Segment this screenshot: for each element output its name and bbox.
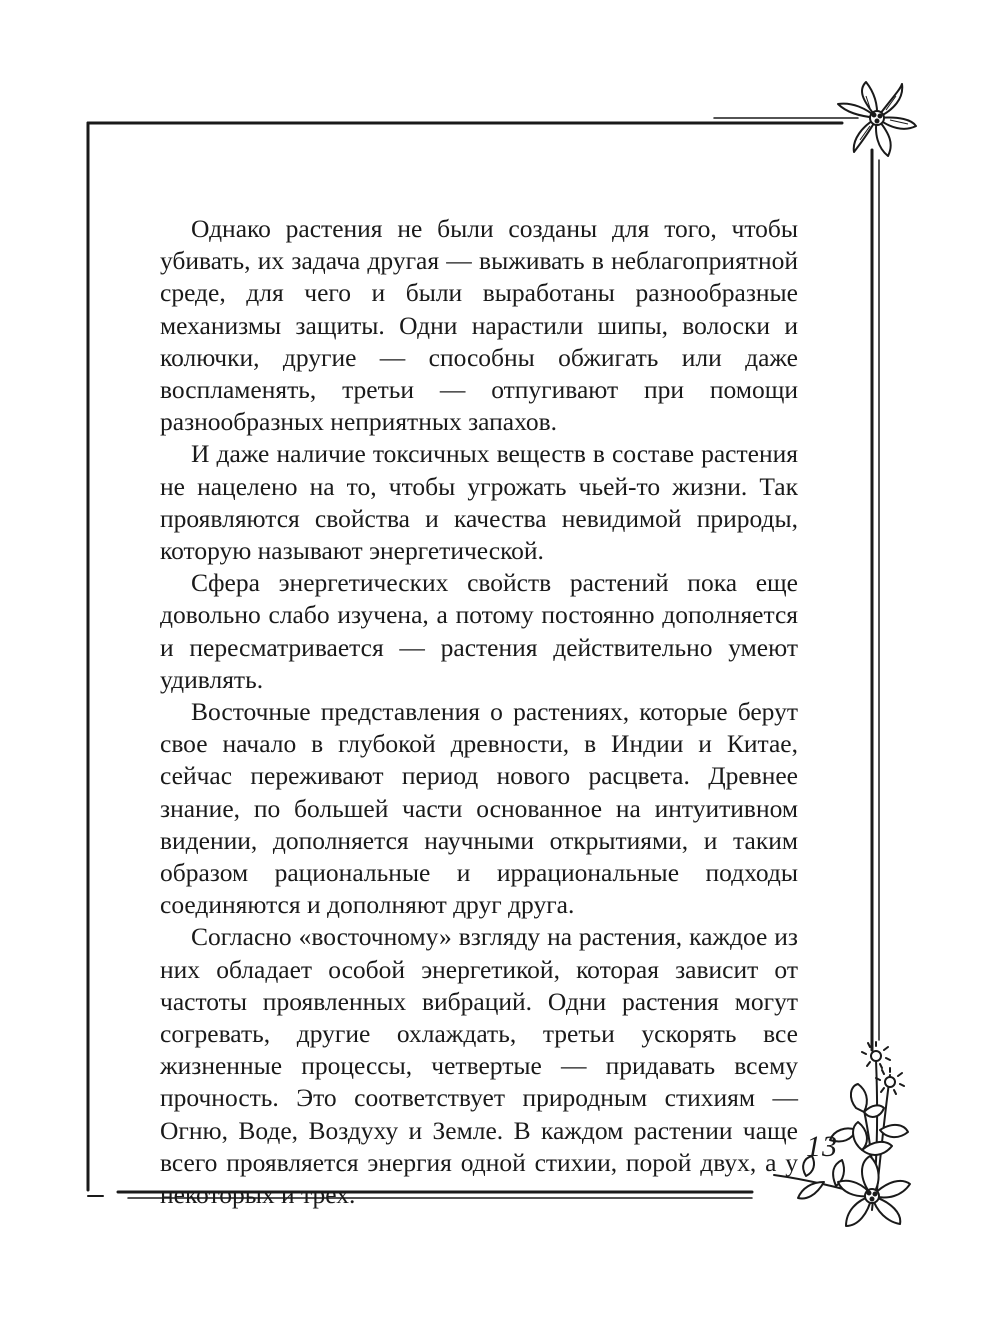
page-number: 13 (806, 1130, 838, 1163)
paragraph: Согласно «восточному» взгляду на растения, каждое из них обладает особой энергетикой, которая зависит от частоты проявленных вибраций. Одни растения могут согревать, другие охлаждать, третьи ускорять все жизненные процессы, четвертые — придавать всему прочность. Это соответствует природным стихиям — Огню, Воде, Воздуху и Земле. В каждом растении чаще всего проявляется энергия одной стихии, порой двух, а у некоторых и трех. (160, 922, 798, 1210)
paragraph: Сфера энергетических свойств растений пока еще довольно слабо изучена, а потому постоянно дополняется и пересматривается — растения действительно умеют удивлять. (160, 568, 798, 694)
body-text (160, 213, 798, 1211)
paragraph: Восточные представления о растениях, которые берут свое начало в глубокой древности, в Индии и Китае, сейчас переживают период нового расцвета. Древнее знание, по большей части основанное на интуитивном видении, дополняется научными открытиями, и таким образом рациональные и иррациональные подходы соединяются и дополняют друг друга. (160, 697, 798, 920)
paragraph: И даже наличие токсичных веществ в составе растения не нацелено на то, чтобы угрожать чьей-то жизни. Так проявляются свойства и качества невидимой природы, которую называют энергетической. (160, 439, 798, 566)
flower-icon (838, 82, 916, 156)
paragraph: Однако растения не были созданы для того, чтобы убивать, их задача другая — выживать в неблагоприятной среде, для чего и были выработаны разнообразные механизмы защиты. Одни нарастили шипы, волоски и колючки, другие — способны обжигать или даже воспламенять, третьи — отпугивают при помощи разнообразных неприятных запахов. (160, 214, 798, 437)
